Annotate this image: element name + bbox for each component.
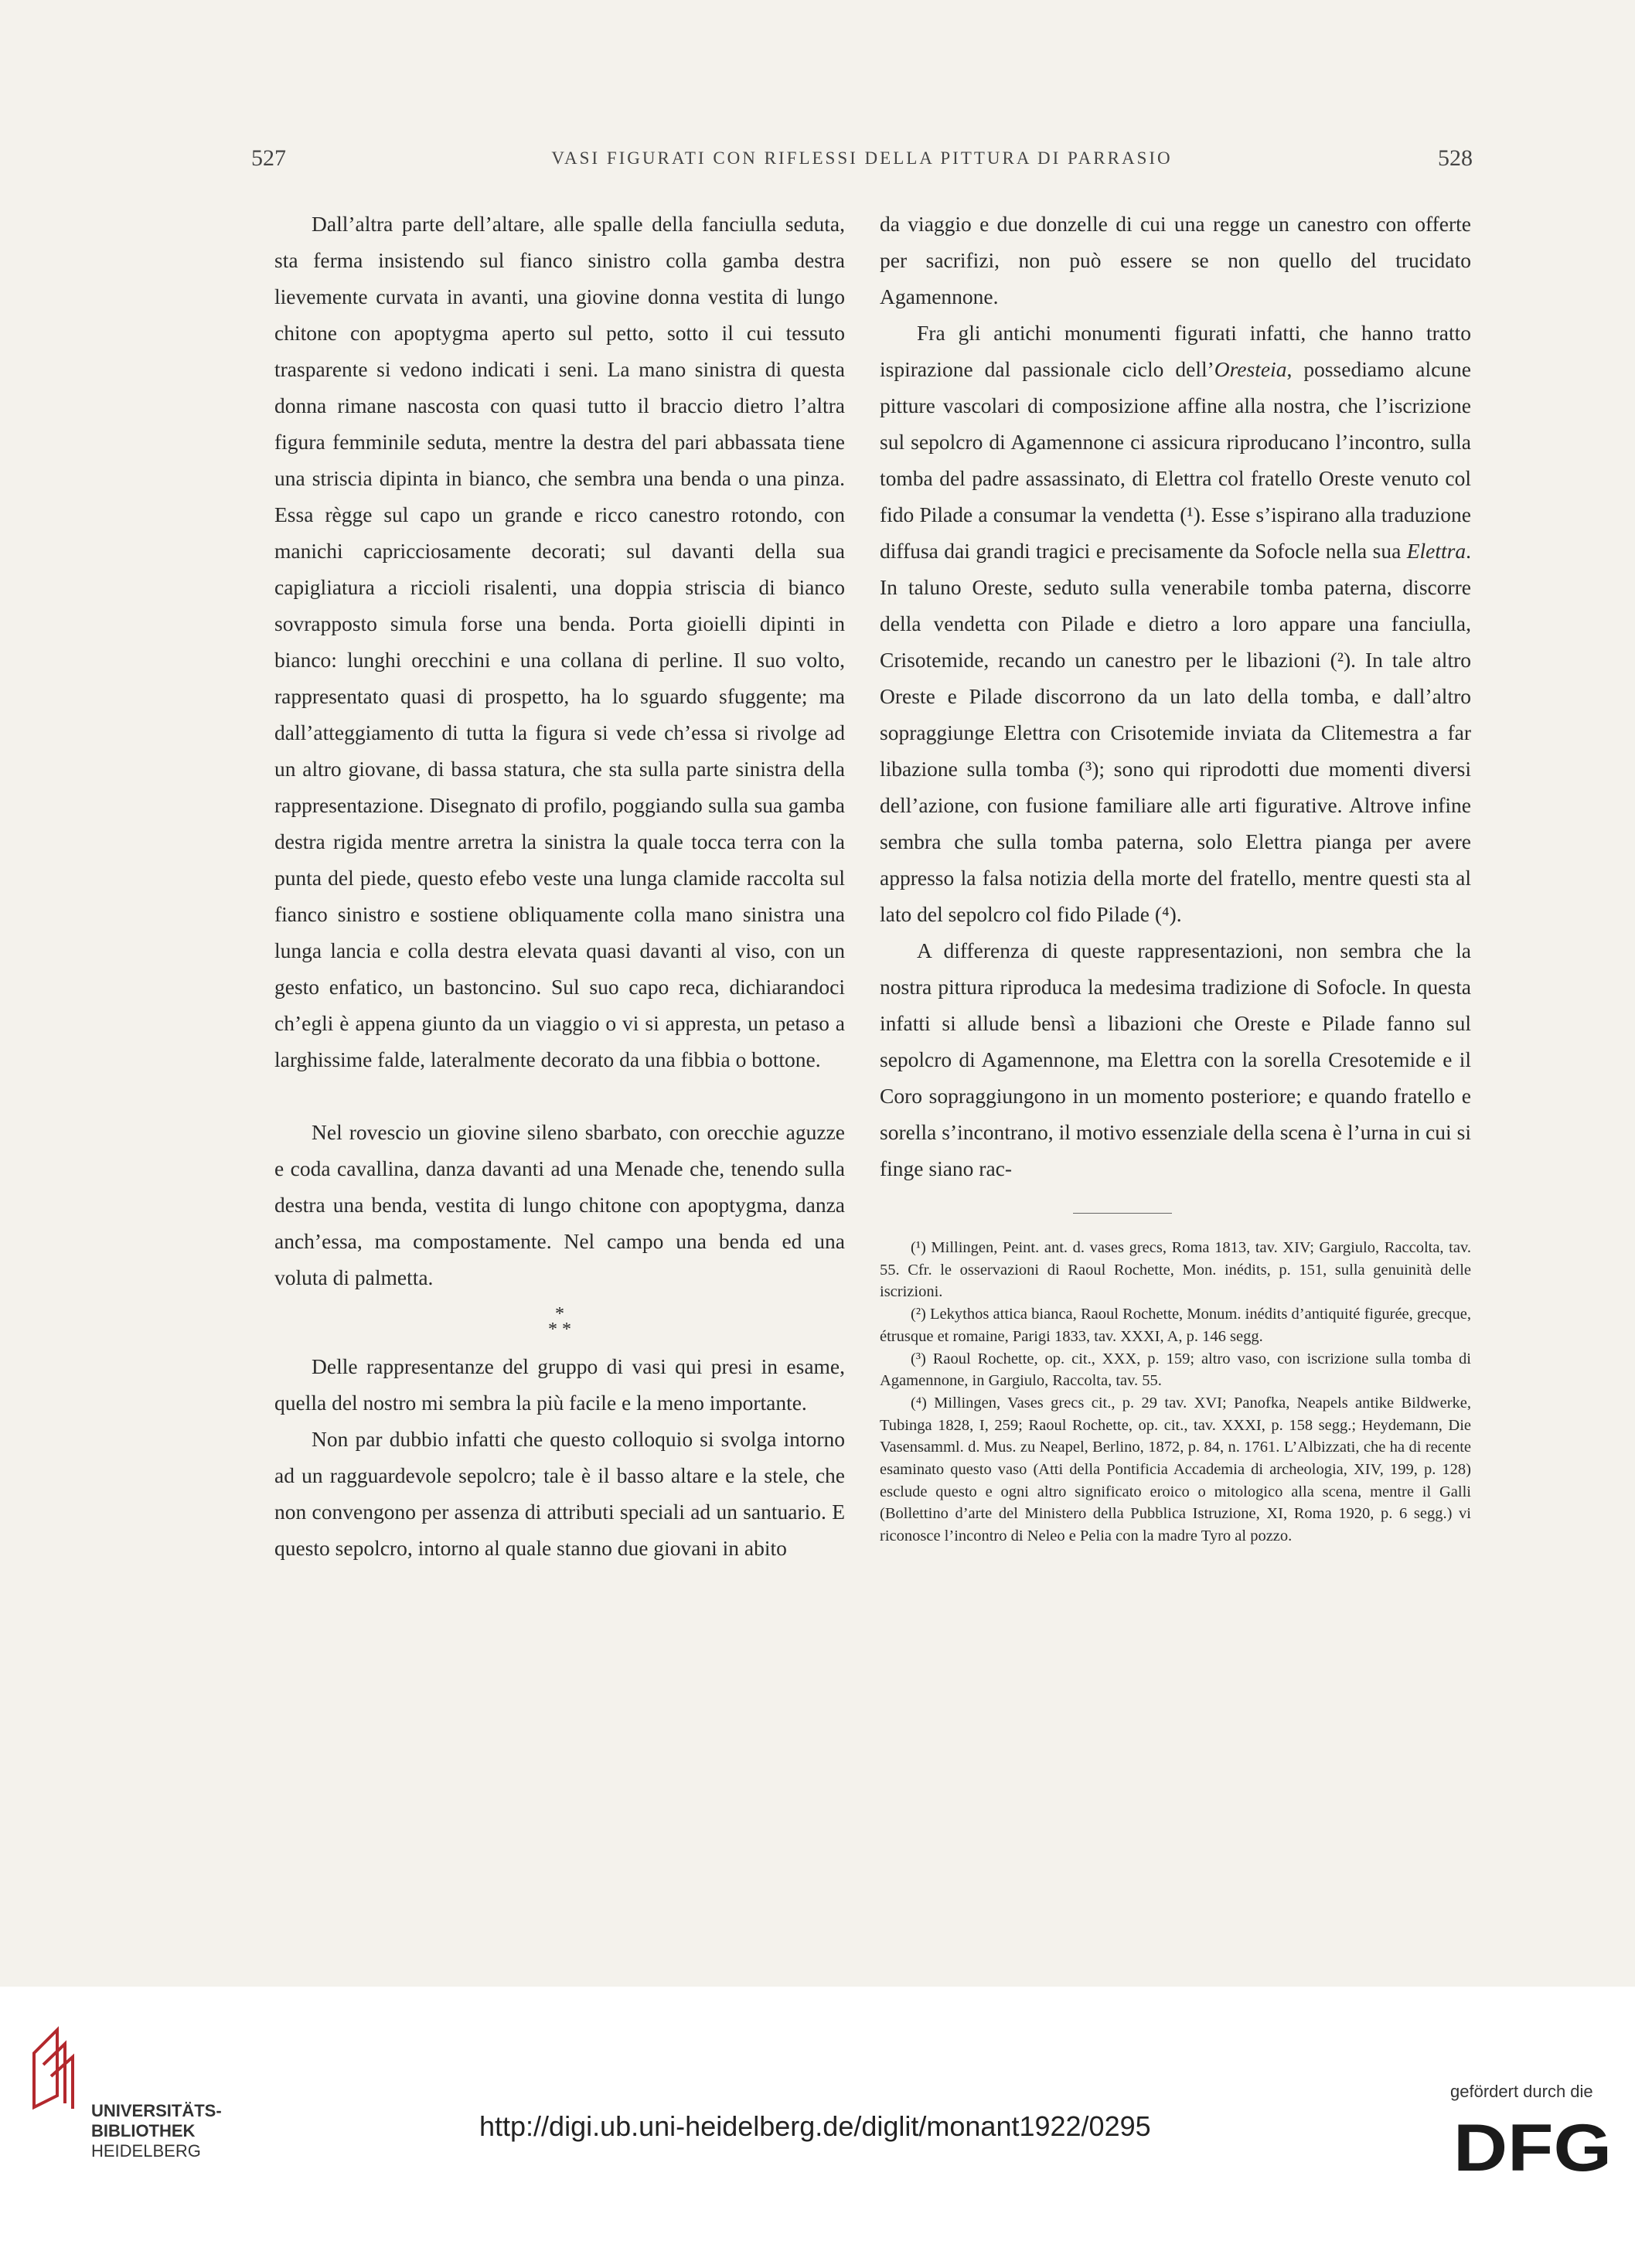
funded-by-label: gefördert durch die (1450, 2082, 1593, 2101)
text-run: Fra gli antichi monumenti figurati infatti, che hanno tratto ispirazione dal passionale ciclo dell’ (880, 321, 1471, 381)
library-name-line: UNIVERSITÄTS- (91, 2101, 222, 2120)
paragraph: Delle rappresentanze del gruppo di vasi qui presi in esame, quella del nostro mi sembra la più facile e la meno importante. (274, 1354, 845, 1415)
footnotes (880, 1237, 1471, 1548)
paragraph: Dall’altra parte dell’altare, alle spalle della fanciulla seduta, sta ferma insistendo sul fianco sinistro colla gamba destra lievemente curvata in avanti, una giovine donna vestita di lungo chitone con apoptygma aperto sul petto, sotto il cui tessuto trasparente si vedono indicati i seni. La mano sinistra di questa donna rimane nascosta con quasi tutto il braccio dietro l’altra figura femminile seduta, mentre la destra del pari abbassata tiene una striscia dipinta in bianco, che sembra una benda o una pinza. Essa règge sul capo un grande e ricco canestro rotondo, con manichi capricciosamente decorati; sul davanti della sua capigliatura a riccioli risalenti, una doppia striscia di bianco sovrapposto simula forse una benda. Porta gioielli dipinti in bianco: lunghi orecchini e una collana di perline. Il suo volto, rappresentato quasi di prospetto, ha lo sguardo sfuggente; ma dall’atteggiamento di tutta la figura si vede ch’essa si rivolge ad un altro giovane, di bassa statura, che sta sulla parte sinistra della rappresentazione. Disegnato di profilo, poggiando sulla sua gamba destra rigida mentre arretra la sinistra la quale tocca terra con la punta del piede, questo efebo veste una lunga clamide raccolta sul fianco sinistro e sostiene obliquamente colla mano sinistra una lunga lancia e colla destra elevata quasi davanti al viso, con un gesto enfatico, un bastoncino. Sul suo capo reca, dichiarandoci ch’egli è appena giunto da un viaggio o vi si appresta, un petaso a larghissime falde, lateralmente decorato da una fibbia o bottone. (274, 212, 845, 1071)
footnote: (²) Lekythos attica bianca, Raoul Rochette, Monum. inédits d’antiquité figurée, grecque, étrusque et romaine, Parigi 1833, tav. XXXI, A, p. 146 segg. (880, 1306, 1471, 1345)
library-name-line: BIBLIOTHEK (91, 2121, 196, 2140)
digital-copy-url-link[interactable]: http://digi.ub.uni-heidelberg.de/diglit/monant1922/0295 (479, 2110, 1151, 2142)
running-title: VASI FIGURATI CON RIFLESSI DELLA PITTURA DI PARRASIO (551, 148, 1173, 168)
footnote: (⁴) Millingen, Vases grecs cit., p. 29 tav. XVI; Panofka, Neapels antike Bildwerke, Tubinga 1828, I, 259; Raoul Rochette, op. cit., tav. XXXI, p. 158 segg.; Heydemann, Die Vasensamml. d. Mus. zu Neapel, Berlino, 1872, p. 84, n. 1761. L’Albizzati, che ha di recente esaminato questo vaso (Atti della Pontificia Accademia di archeologia, XIV, 199, p. 128) esclude questo e ogni altro significato eroico o mitologico alla scena, mentre il Galli (Bollettino d’arte del Ministero della Pubblica Istruzione, XI, Roma 1920, p. 6 segg.) vi riconosce l’incontro di Neleo e Pelia con la madre Tyro al pozzo. (880, 1394, 1471, 1545)
italic-title: Elettra (1406, 539, 1466, 563)
asterism-top: * (555, 1304, 564, 1324)
italic-title: Oresteia (1214, 357, 1287, 381)
paragraph (880, 315, 1471, 932)
left-column (274, 206, 845, 1566)
footnote: (¹) Millingen, Peint. ant. d. vases grecs, Roma 1813, tav. XIV; Gargiulo, Raccolta, tav. 55. Cfr. le osservazioni di Raoul Rochette, Mon. inédits, p. 151, sulla genuinità delle iscrizioni. (880, 1239, 1471, 1301)
text-run: . In taluno Oreste, seduto sulla venerabile tomba paterna, discorre della vendetta con Pilade e dietro a loro appare una fanciulla, Crisotemide, recando un canestro per le libazioni (²). In tale altro Oreste e Pilade discorrono da un lato della tomba, e dall’altro sopraggiunge Elettra con Crisotemide inviata da Clitemestra a far libazione sulla tomba (³); sono qui riprodotti due momenti diversi dell’azione, con fusione familiare alle arti figurative. Altrove infine sembra che sulla tomba paterna, solo Elettra pianga per avere appresso la falsa notizia della morte del fratello, mentre questi sta al lato del sepolcro col fido Pilade (⁴). (880, 539, 1471, 926)
page-number-right: 528 (1438, 145, 1473, 171)
text-run: , possediamo alcune pitture vascolari di composizione affine alla nostra, che l’iscrizione sul sepolcro di Agamennone ci assicura riproducano l’incontro, sulla tomba del padre assassinato, di Elettra col fratello Oreste venuto col fido Pilade a consumar la vendetta (¹). Esse s’ispirano alla traduzione diffusa dai grandi tragici e precisamente da Sofocle nella sua (880, 357, 1471, 563)
university-library-logo-icon (26, 2022, 80, 2115)
footnote-rule (1073, 1213, 1172, 1214)
paragraph: da viaggio e due donzelle di cui una regge un canestro con offerte per sacrifizi, non può essere se non quello del trucidato Agamennone. (880, 212, 1471, 308)
dfg-logo-icon (1453, 2115, 1616, 2177)
section-asterism (274, 1304, 845, 1340)
footnote: (³) Raoul Rochette, op. cit., XXX, p. 159; altro vaso, con iscrizione sulla tomba di Agamennone, in Gargiulo, Raccolta, tav. 55. (880, 1350, 1471, 1390)
running-header (251, 145, 1473, 176)
page-number-left: 527 (251, 145, 286, 171)
paragraph: Non par dubbio infatti che questo colloquio si svolga intorno ad un ragguardevole sepolcro; tale è il basso altare e la stele, che non convengono per assenza di attributi speciali ad un santuario. E questo sepolcro, intorno al quale stanno due giovani in abito (274, 1427, 845, 1560)
paragraph: Nel rovescio un giovine sileno sbarbato, con orecchie aguzze e coda cavallina, danza davanti ad una Menade che, tenendo sulla destra una benda, vestita di lungo chitone con apoptygma, danza anch’essa, ma compostamente. Nel campo una benda ed una voluta di palmetta. (274, 1120, 845, 1289)
asterism-bottom: * * (548, 1320, 571, 1340)
paragraph: A differenza di queste rappresentazioni, non sembra che la nostra pittura riproduca la medesima tradizione di Sofocle. In questa infatti si allude bensì a libazioni che Oreste e Pilade fanno sul sepolcro di Agamennone, ma Elettra con la sorella Cresotemide e il Coro sopraggiungono in un momento posteriore; e quando fratello e sorella s’incontrano, il motivo essenziale della scena è l’urna in cui si finge siano rac- (880, 938, 1471, 1180)
svg-text:DFG: DFG (1453, 2115, 1612, 2177)
university-library-name (91, 2101, 222, 2161)
library-name-line: HEIDELBERG (91, 2141, 201, 2161)
right-column (880, 206, 1471, 1548)
